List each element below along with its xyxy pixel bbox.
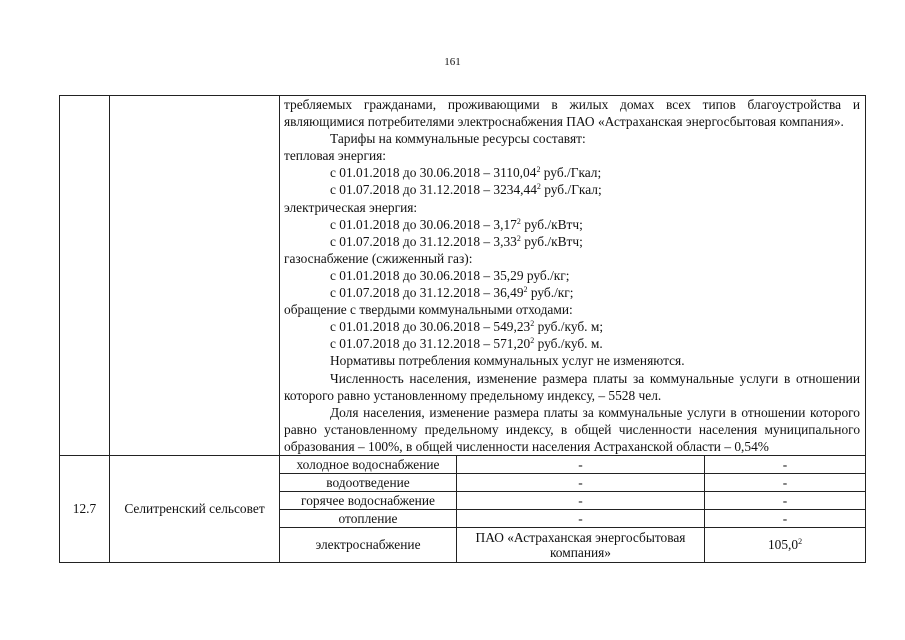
table-row (60, 455, 866, 473)
value-cell: 105,0$^2$ (705, 527, 866, 562)
population-paragraph: Численность населения, изменение размера платы за коммунальные услуги в отношении которого равно установленному предельному индексу, – 5528 чел. (284, 370, 861, 403)
value-cell: - (705, 509, 866, 527)
intro-paragraph: требляемых гражданами, проживающими в жилых домах всех типов благоустройства и являющимися потребителями электроснабжения ПАО «Астраханская энергосбытовая компания». (284, 97, 861, 130)
provider-cell: ПАО «Астраханская энергосбытовая компания» (457, 527, 705, 562)
norms-paragraph: Нормативы потребления коммунальных услуг не изменяются. (330, 353, 685, 369)
waste-period-2: с 01.07.2018 до 31.12.2018 – 571,20$^2$ руб./куб. м. (330, 336, 603, 352)
gas-period-1: с 01.01.2018 до 30.06.2018 – 35,29 руб./кг; (330, 267, 570, 283)
provider-cell: - (457, 473, 705, 491)
service-cell: электроснабжение (280, 527, 457, 562)
service-cell: водоотведение (280, 473, 457, 491)
tariff-text-cell (280, 96, 866, 456)
tariff-table (59, 95, 866, 563)
value-cell: - (705, 455, 866, 473)
heat-period-2: с 01.07.2018 до 31.12.2018 – 3234,44$^2$ руб./Гкал; (330, 182, 602, 198)
value-cell: - (705, 491, 866, 509)
provider-cell: - (457, 455, 705, 473)
provider-cell: - (457, 509, 705, 527)
heat-period-1: с 01.01.2018 до 30.06.2018 – 3110,04$^2$ руб./Гкал; (330, 165, 602, 181)
name-cell-empty (110, 96, 280, 456)
value-cell: - (705, 473, 866, 491)
electric-period-2: с 01.07.2018 до 31.12.2018 – 3,33$^2$ руб./кВтч; (330, 233, 583, 249)
share-paragraph: Доля населения, изменение размера платы за коммунальные услуги в отношении которого равно установленному предельному индексу, в общей численности населения муниципального образования – 100%, в общей численности населения Астраханской области – 0,54% (284, 404, 861, 454)
waste-period-1: с 01.01.2018 до 30.06.2018 – 549,23$^2$ руб./куб. м; (330, 319, 604, 335)
service-cell: горячее водоснабжение (280, 491, 457, 509)
table-row-text (60, 96, 866, 456)
section-name: Селитренский сельсовет (110, 455, 280, 562)
number-cell-empty (60, 96, 110, 456)
service-cell: отопление (280, 509, 457, 527)
electric-label: электрическая энергия: (284, 199, 418, 215)
service-cell: холодное водоснабжение (280, 455, 457, 473)
provider-cell: - (457, 491, 705, 509)
heat-label: тепловая энергия: (284, 148, 387, 164)
page-number: 161 (444, 56, 461, 68)
waste-label: обращение с твердыми коммунальными отходами: (284, 302, 573, 318)
electric-period-1: с 01.01.2018 до 30.06.2018 – 3,17$^2$ руб./кВтч; (330, 216, 583, 232)
tariffs-heading: Тарифы на коммунальные ресурсы составят: (330, 131, 586, 147)
gas-period-2: с 01.07.2018 до 31.12.2018 – 36,49$^2$ руб./кг; (330, 285, 574, 301)
gas-label: газоснабжение (сжиженный газ): (284, 250, 473, 266)
section-number: 12.7 (60, 455, 110, 562)
